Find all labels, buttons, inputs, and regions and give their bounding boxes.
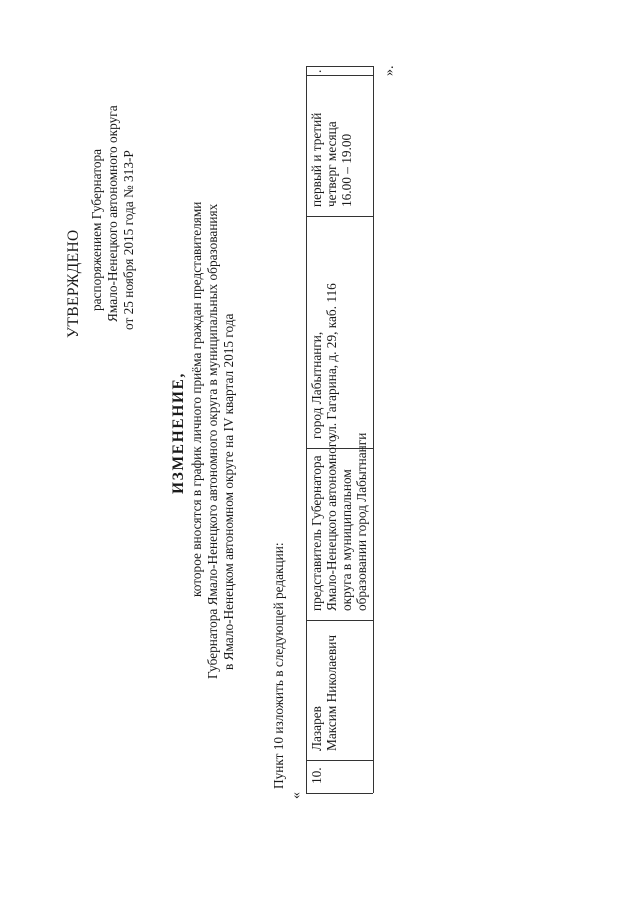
- table-border-left: [306, 66, 307, 793]
- name-line-2: Максим Николаевич: [324, 634, 339, 751]
- table-border-right: [373, 66, 374, 793]
- approval-order-line-2: Ямало-Ненецкого автономного округа: [105, 105, 120, 322]
- column-separator: [306, 216, 373, 217]
- row-number: 10.: [309, 767, 324, 784]
- approval-heading: УТВЕРЖДЕНО: [65, 229, 82, 338]
- column-separator: [306, 75, 373, 76]
- position-line-4: образовании город Лабытнанги: [354, 432, 369, 611]
- table-border-top: [306, 66, 373, 67]
- address-line-1: город Лабытнанги,: [309, 331, 324, 439]
- approval-order-line-3: от 25 ноября 2015 года № 313-Р: [121, 150, 136, 330]
- position-line-2: Ямало-Ненецкого автономного: [324, 435, 339, 611]
- column-separator: [306, 760, 373, 761]
- open-quote: «: [289, 792, 304, 799]
- schedule-line-2: четверг месяца: [324, 121, 339, 207]
- intro-text: Пункт 10 изложить в следующей редакции:: [271, 542, 286, 789]
- approval-order-line-1: распоряжением Губернатора: [89, 148, 104, 311]
- close-quote: ».: [382, 65, 397, 76]
- subtitle-line-1: которое вносятся в график личного приёма граждан представителями: [189, 201, 204, 597]
- schedule-line-1: первый и третий: [309, 112, 324, 207]
- table-border-bottom: [306, 793, 373, 794]
- name-line-1: Лазарев: [309, 706, 324, 751]
- position-line-3: округа в муниципальном: [339, 469, 354, 611]
- document-title: ИЗМЕНЕНИЕ,: [170, 372, 187, 494]
- subtitle-line-2: Губернатора Ямало-Ненецкого автономного округа в муниципальных образованиях: [205, 203, 220, 679]
- schedule-line-3: 16.00 – 19.00: [339, 133, 354, 207]
- position-line-1: представитель Губернатора: [309, 455, 324, 611]
- address-line-2: ул. Гагарина, д. 29, каб. 116: [324, 283, 339, 439]
- column-separator: [306, 620, 373, 621]
- extra-cell: .: [309, 69, 324, 73]
- subtitle-line-3: в Ямало-Ненецком автономном округе на IV квартал 2015 года: [221, 313, 236, 670]
